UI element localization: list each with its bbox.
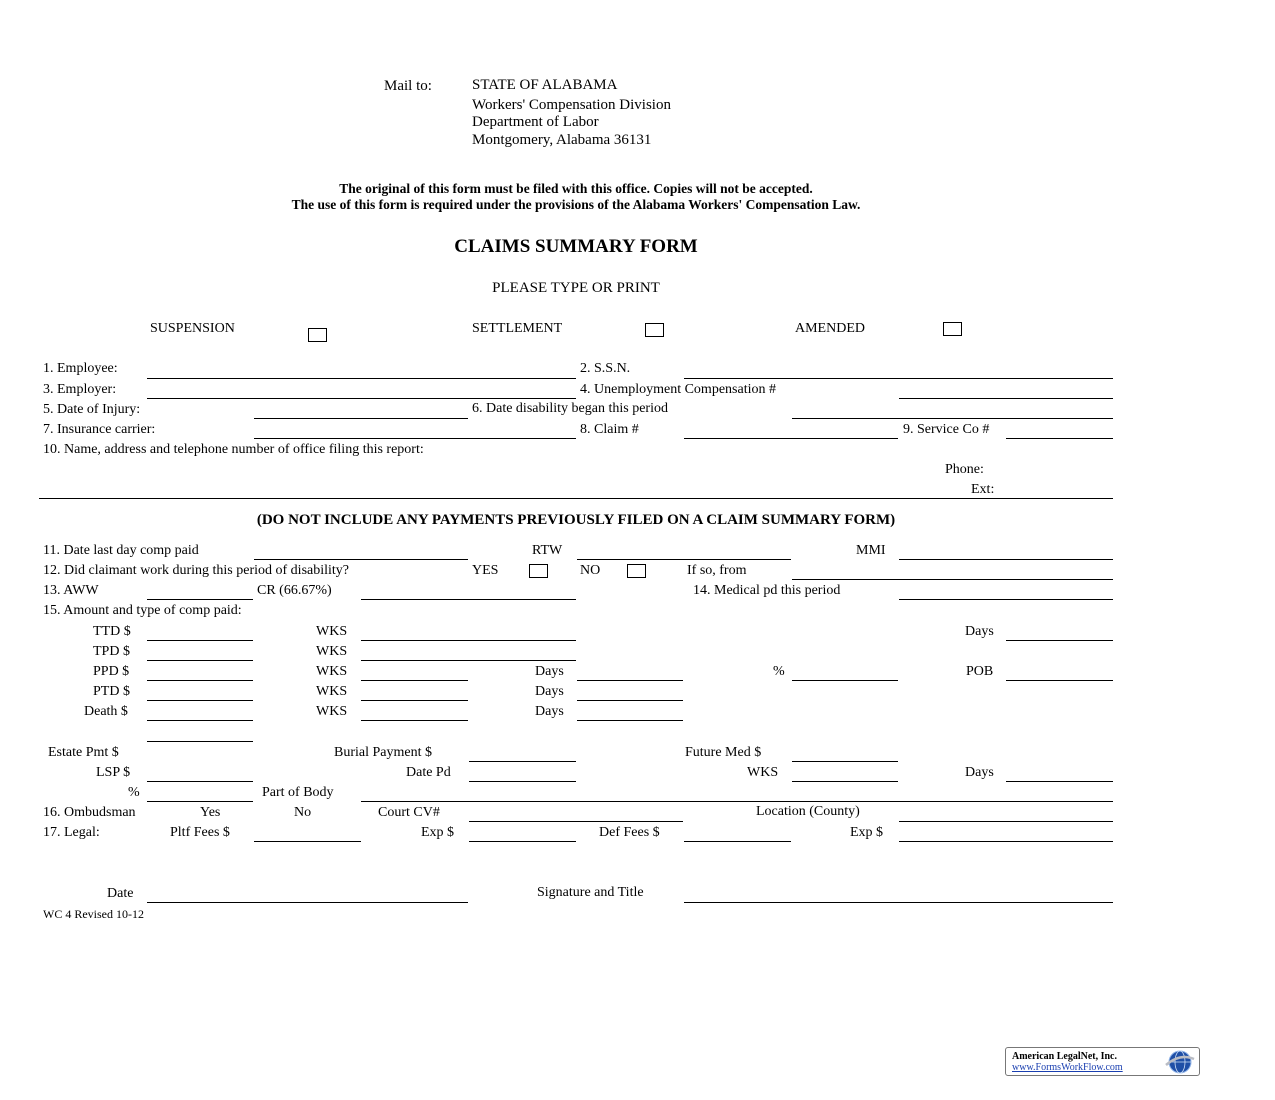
def-exp-label: Exp $ bbox=[850, 825, 884, 840]
lsp-days-label: Days bbox=[965, 765, 994, 780]
ttd-wks-field[interactable] bbox=[361, 640, 576, 641]
ext-label: Ext: bbox=[971, 482, 995, 497]
settlement-checkbox[interactable] bbox=[645, 323, 664, 337]
legal-label: 17. Legal: bbox=[43, 825, 100, 840]
death-wks-label: WKS bbox=[316, 704, 348, 719]
location-county-label: Location (County) bbox=[756, 804, 860, 819]
pob-field[interactable] bbox=[1006, 680, 1113, 681]
date-last-comp-label: 11. Date last day comp paid bbox=[43, 543, 199, 558]
def-exp-field[interactable] bbox=[899, 841, 1113, 842]
ttd-days-field[interactable] bbox=[1006, 640, 1113, 641]
ppd-percent-field[interactable] bbox=[792, 680, 898, 681]
phone-label: Phone: bbox=[945, 462, 984, 477]
cr-field[interactable] bbox=[361, 599, 576, 600]
ppd-label: PPD $ bbox=[93, 664, 130, 679]
if-so-from-field[interactable] bbox=[792, 579, 1113, 580]
globe-icon bbox=[1163, 1049, 1197, 1075]
worked-yes-label: YES bbox=[472, 563, 499, 578]
part-of-body-field[interactable] bbox=[361, 801, 1113, 802]
if-so-from-label: If so, from bbox=[687, 563, 747, 578]
date-field[interactable] bbox=[147, 902, 468, 903]
ppd-days-label: Days bbox=[535, 664, 564, 679]
address-line-3: Department of Labor bbox=[472, 114, 599, 130]
ptd-wks-label: WKS bbox=[316, 684, 348, 699]
court-cv-label: Court CV# bbox=[378, 805, 440, 820]
service-co-field[interactable] bbox=[1006, 438, 1113, 439]
mail-to-label: Mail to: bbox=[384, 78, 432, 94]
pltf-fees-label: Pltf Fees $ bbox=[170, 825, 230, 840]
form-id: WC 4 Revised 10-12 bbox=[43, 907, 144, 921]
form-title: CLAIMS SUMMARY FORM bbox=[454, 236, 698, 257]
aww-label: 13. AWW bbox=[43, 583, 99, 598]
suspension-label: SUSPENSION bbox=[150, 321, 235, 336]
ptd-days-field[interactable] bbox=[577, 700, 683, 701]
payments-notice: (DO NOT INCLUDE ANY PAYMENTS PREVIOUSLY FILED ON A CLAIM SUMMARY FORM) bbox=[256, 512, 896, 528]
worked-no-label: NO bbox=[580, 563, 601, 578]
ombudsman-no-label: No bbox=[294, 805, 312, 820]
date-pd-field[interactable] bbox=[469, 781, 576, 782]
tpd-wks-label: WKS bbox=[316, 644, 348, 659]
amended-checkbox[interactable] bbox=[943, 322, 962, 336]
ppd-wks-field[interactable] bbox=[361, 680, 468, 681]
court-cv-field[interactable] bbox=[469, 821, 683, 822]
ppd-percent-label: % bbox=[773, 664, 785, 679]
filing-office-field[interactable] bbox=[39, 498, 1113, 499]
def-fees-label: Def Fees $ bbox=[599, 825, 660, 840]
ssn-field[interactable] bbox=[684, 378, 1113, 379]
death-days-field[interactable] bbox=[577, 720, 683, 721]
death-label: Death $ bbox=[84, 704, 128, 719]
estate-pmt-label: Estate Pmt $ bbox=[48, 745, 119, 760]
date-of-injury-label: 5. Date of Injury: bbox=[43, 402, 141, 417]
rtw-field[interactable] bbox=[577, 559, 791, 560]
part-of-body-label: Part of Body bbox=[262, 785, 334, 800]
lsp-label: LSP $ bbox=[96, 765, 131, 780]
signature-title-field[interactable] bbox=[684, 902, 1113, 903]
location-county-field[interactable] bbox=[899, 821, 1113, 822]
disability-began-field[interactable] bbox=[792, 418, 1113, 419]
date-label: Date bbox=[107, 886, 134, 901]
lsp-wks-label: WKS bbox=[747, 765, 779, 780]
tpd-field[interactable] bbox=[147, 660, 253, 661]
death-days-label: Days bbox=[535, 704, 564, 719]
address-line-2: Workers' Compensation Division bbox=[472, 97, 671, 113]
employee-field[interactable] bbox=[147, 378, 576, 379]
employee-label: 1. Employee: bbox=[43, 361, 118, 376]
date-of-injury-field[interactable] bbox=[254, 418, 468, 419]
claim-number-field[interactable] bbox=[684, 438, 898, 439]
ppd-days-field[interactable] bbox=[577, 680, 683, 681]
amended-label: AMENDED bbox=[795, 321, 865, 336]
ttd-wks-label: WKS bbox=[316, 624, 348, 639]
unemployment-label: 4. Unemployment Compensation # bbox=[580, 382, 776, 397]
comp-paid-label: 15. Amount and type of comp paid: bbox=[43, 603, 242, 618]
percent-label: % bbox=[128, 785, 140, 800]
future-med-label: Future Med $ bbox=[685, 745, 762, 760]
mmi-field[interactable] bbox=[899, 559, 1113, 560]
ptd-field[interactable] bbox=[147, 700, 253, 701]
worked-during-label: 12. Did claimant work during this period of disability? bbox=[43, 563, 350, 578]
unemployment-field[interactable] bbox=[899, 398, 1113, 399]
ttd-label: TTD $ bbox=[93, 624, 131, 639]
ombudsman-yes-label: Yes bbox=[200, 805, 221, 820]
lsp-field[interactable] bbox=[147, 781, 253, 782]
claim-number-label: 8. Claim # bbox=[580, 422, 639, 437]
tpd-wks-field[interactable] bbox=[361, 660, 576, 661]
medical-pd-label: 14. Medical pd this period bbox=[693, 583, 841, 598]
burial-payment-label: Burial Payment $ bbox=[334, 745, 432, 760]
percent-field[interactable] bbox=[147, 801, 253, 802]
settlement-label: SETTLEMENT bbox=[472, 321, 563, 336]
lsp-wks-field[interactable] bbox=[792, 781, 898, 782]
insurance-carrier-label: 7. Insurance carrier: bbox=[43, 422, 156, 437]
ptd-days-label: Days bbox=[535, 684, 564, 699]
future-med-field[interactable] bbox=[792, 761, 898, 762]
employer-label: 3. Employer: bbox=[43, 382, 117, 397]
medical-pd-field[interactable] bbox=[899, 599, 1113, 600]
filing-notice: The original of this form must be filed with this office. Copies will not be accepted. bbox=[339, 181, 813, 196]
service-co-label: 9. Service Co # bbox=[903, 422, 990, 437]
ssn-label: 2. S.S.N. bbox=[580, 361, 631, 376]
pltf-exp-field[interactable] bbox=[469, 841, 576, 842]
tpd-label: TPD $ bbox=[93, 644, 130, 659]
aww-field[interactable] bbox=[147, 599, 253, 600]
disability-began-label: 6. Date disability began this period bbox=[472, 401, 668, 416]
suspension-checkbox[interactable] bbox=[308, 328, 327, 342]
filing-office-label: 10. Name, address and telephone number of office filing this report: bbox=[43, 442, 424, 457]
legalnet-badge[interactable] bbox=[1005, 1047, 1200, 1076]
ptd-wks-field[interactable] bbox=[361, 700, 468, 701]
signature-title-label: Signature and Title bbox=[537, 885, 644, 900]
estate-pmt-field[interactable] bbox=[147, 741, 253, 742]
worked-no-checkbox[interactable] bbox=[627, 564, 646, 578]
ppd-wks-label: WKS bbox=[316, 664, 348, 679]
requirement-notice: The use of this form is required under the provisions of the Alabama Workers' Compensation Law. bbox=[291, 197, 861, 212]
death-wks-field[interactable] bbox=[361, 720, 468, 721]
pltf-fees-field[interactable] bbox=[254, 841, 361, 842]
rtw-label: RTW bbox=[532, 543, 563, 558]
lsp-days-field[interactable] bbox=[1006, 781, 1113, 782]
address-line-1: STATE OF ALABAMA bbox=[472, 77, 618, 93]
def-fees-field[interactable] bbox=[684, 841, 791, 842]
pob-label: POB bbox=[966, 664, 994, 679]
cr-label: CR (66.67%) bbox=[257, 583, 332, 598]
insurance-carrier-field[interactable] bbox=[254, 438, 576, 439]
mmi-label: MMI bbox=[856, 543, 886, 558]
ptd-label: PTD $ bbox=[93, 684, 130, 699]
worked-yes-checkbox[interactable] bbox=[529, 564, 548, 578]
death-field[interactable] bbox=[147, 720, 253, 721]
ombudsman-label: 16. Ombudsman bbox=[43, 805, 136, 820]
ppd-field[interactable] bbox=[147, 680, 253, 681]
address-line-4: Montgomery, Alabama 36131 bbox=[472, 132, 652, 148]
pltf-exp-label: Exp $ bbox=[421, 825, 455, 840]
ttd-field[interactable] bbox=[147, 640, 253, 641]
brand-name: American LegalNet, Inc. bbox=[1012, 1051, 1117, 1062]
brand-url-link[interactable]: www.FormsWorkFlow.com bbox=[1012, 1062, 1123, 1073]
form-subtitle: PLEASE TYPE OR PRINT bbox=[492, 280, 660, 296]
date-pd-label: Date Pd bbox=[406, 765, 451, 780]
burial-payment-field[interactable] bbox=[469, 761, 576, 762]
date-last-comp-field[interactable] bbox=[254, 559, 468, 560]
employer-field[interactable] bbox=[147, 398, 576, 399]
ttd-days-label: Days bbox=[965, 624, 994, 639]
